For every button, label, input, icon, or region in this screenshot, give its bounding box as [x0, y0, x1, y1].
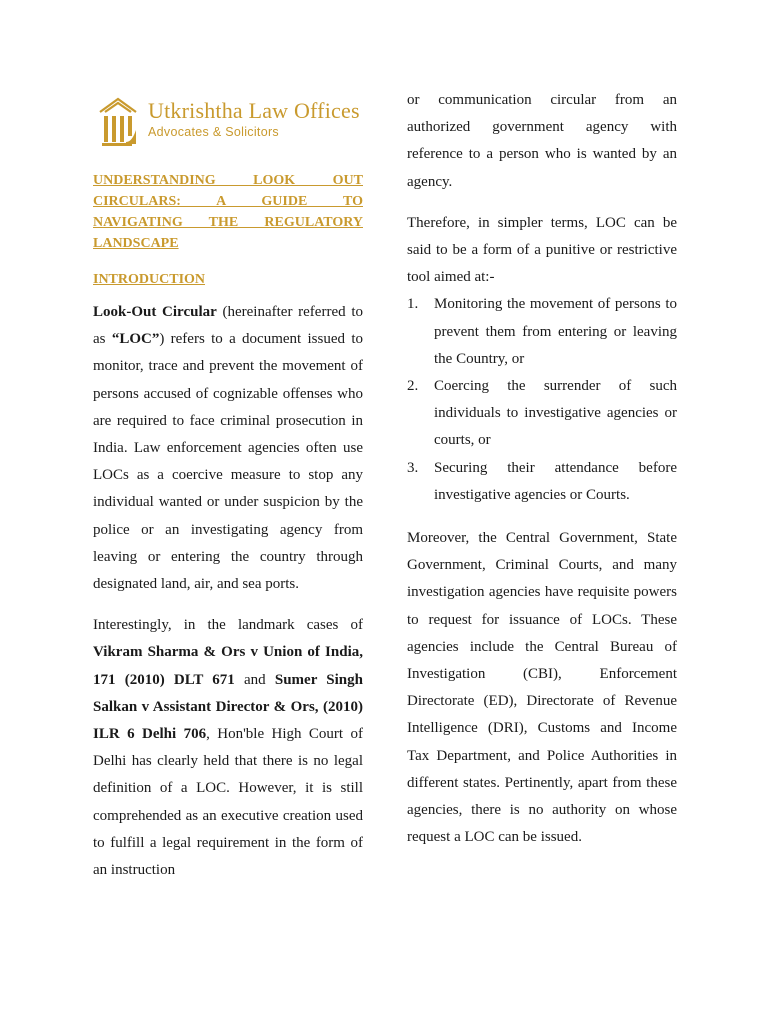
firm-tagline: Advocates & Solicitors — [148, 125, 279, 139]
text-run: Interestingly, in the landmark cases of — [93, 617, 363, 634]
list-number: 3. — [407, 459, 419, 476]
bold-term: “LOC” — [111, 331, 160, 348]
left-column — [93, 170, 363, 884]
right-column — [407, 87, 677, 851]
bold-term: Look-Out Circular — [93, 304, 217, 320]
list-item-text: Monitoring the movement of persons to prevent them from entering or leaving the Country, or — [434, 296, 677, 367]
firm-name: Utkrishtha Law Offices — [148, 98, 360, 123]
firm-logo — [96, 96, 366, 152]
article-title — [93, 170, 363, 254]
list-item-text: Coercing the surrender of such individuals to investigative agencies or courts, or — [434, 378, 677, 449]
list-item — [407, 291, 677, 373]
paragraph-continuation: or communication circular from an authorized government agency with reference to a person who is wanted by an agency. — [407, 92, 677, 190]
text-run: , Hon'ble High Court of Delhi has clearly held that there is no legal definition of a LOC. However, it is still comprehended as an executive creation used to fulfill a legal requirement in the form of an instruction — [93, 726, 363, 879]
list-number: 1. — [407, 296, 419, 313]
paragraph-loc-definition — [93, 299, 363, 598]
list-number: 2. — [407, 378, 419, 395]
paragraph-landmark-cases — [93, 612, 363, 884]
text-run: ) refers to a document issued to monitor, trace and prevent the movement of persons accused of cognizable offenses who are required to face criminal prosecution in India. Law enforcement agencies often use LOCs as a coercive measure to stop any individual wanted or under suspicion by the police or an investigating agency from leaving or entering the country through designated land, air, and sea ports. — [93, 331, 363, 593]
case-citation: Sumer Singh Salkan v Assistant Director & Ors, (2010) ILR 6 Delhi 706 — [93, 671, 363, 743]
list-item-text: Securing their attendance before investigative agencies or Courts. — [434, 459, 677, 503]
list-item — [407, 455, 677, 509]
title-line: NAVIGATING THE REGULATORY — [93, 215, 363, 230]
paragraph-punitive-tool: Therefore, in simpler terms, LOC can be said to be a form of a punitive or restrictive tool aimed at:- — [407, 214, 677, 286]
title-line: LANDSCAPE — [93, 236, 179, 251]
text-run: and — [234, 671, 275, 688]
purpose-list — [407, 291, 677, 509]
paragraph-issuing-agencies: Moreover, the Central Government, State Government, Criminal Courts, and many investigation agencies have requisite powers to request for issuance of LOCs. These agencies include the Central Bureau of Investigation (CBI), Enforcement Directorate (ED), Directorate of Revenue Intelligence (DRI), Customs and Income Tax Department, and Police Authorities in different states. Pertinently, apart from these agencies, there is no authority on whose request a LOC can be issued. — [407, 530, 677, 846]
list-item — [407, 373, 677, 455]
section-heading-introduction: INTRODUCTION — [93, 272, 206, 287]
title-line: UNDERSTANDING LOOK OUT — [93, 173, 363, 188]
title-line: CIRCULARS: A GUIDE TO — [93, 194, 363, 209]
building-pillars-icon — [96, 96, 140, 148]
text-run: (hereinafter referred to as — [93, 304, 363, 348]
case-citation: Vikram Sharma & Ors v Union of India, 171 (2010) DLT 671 — [93, 644, 363, 688]
